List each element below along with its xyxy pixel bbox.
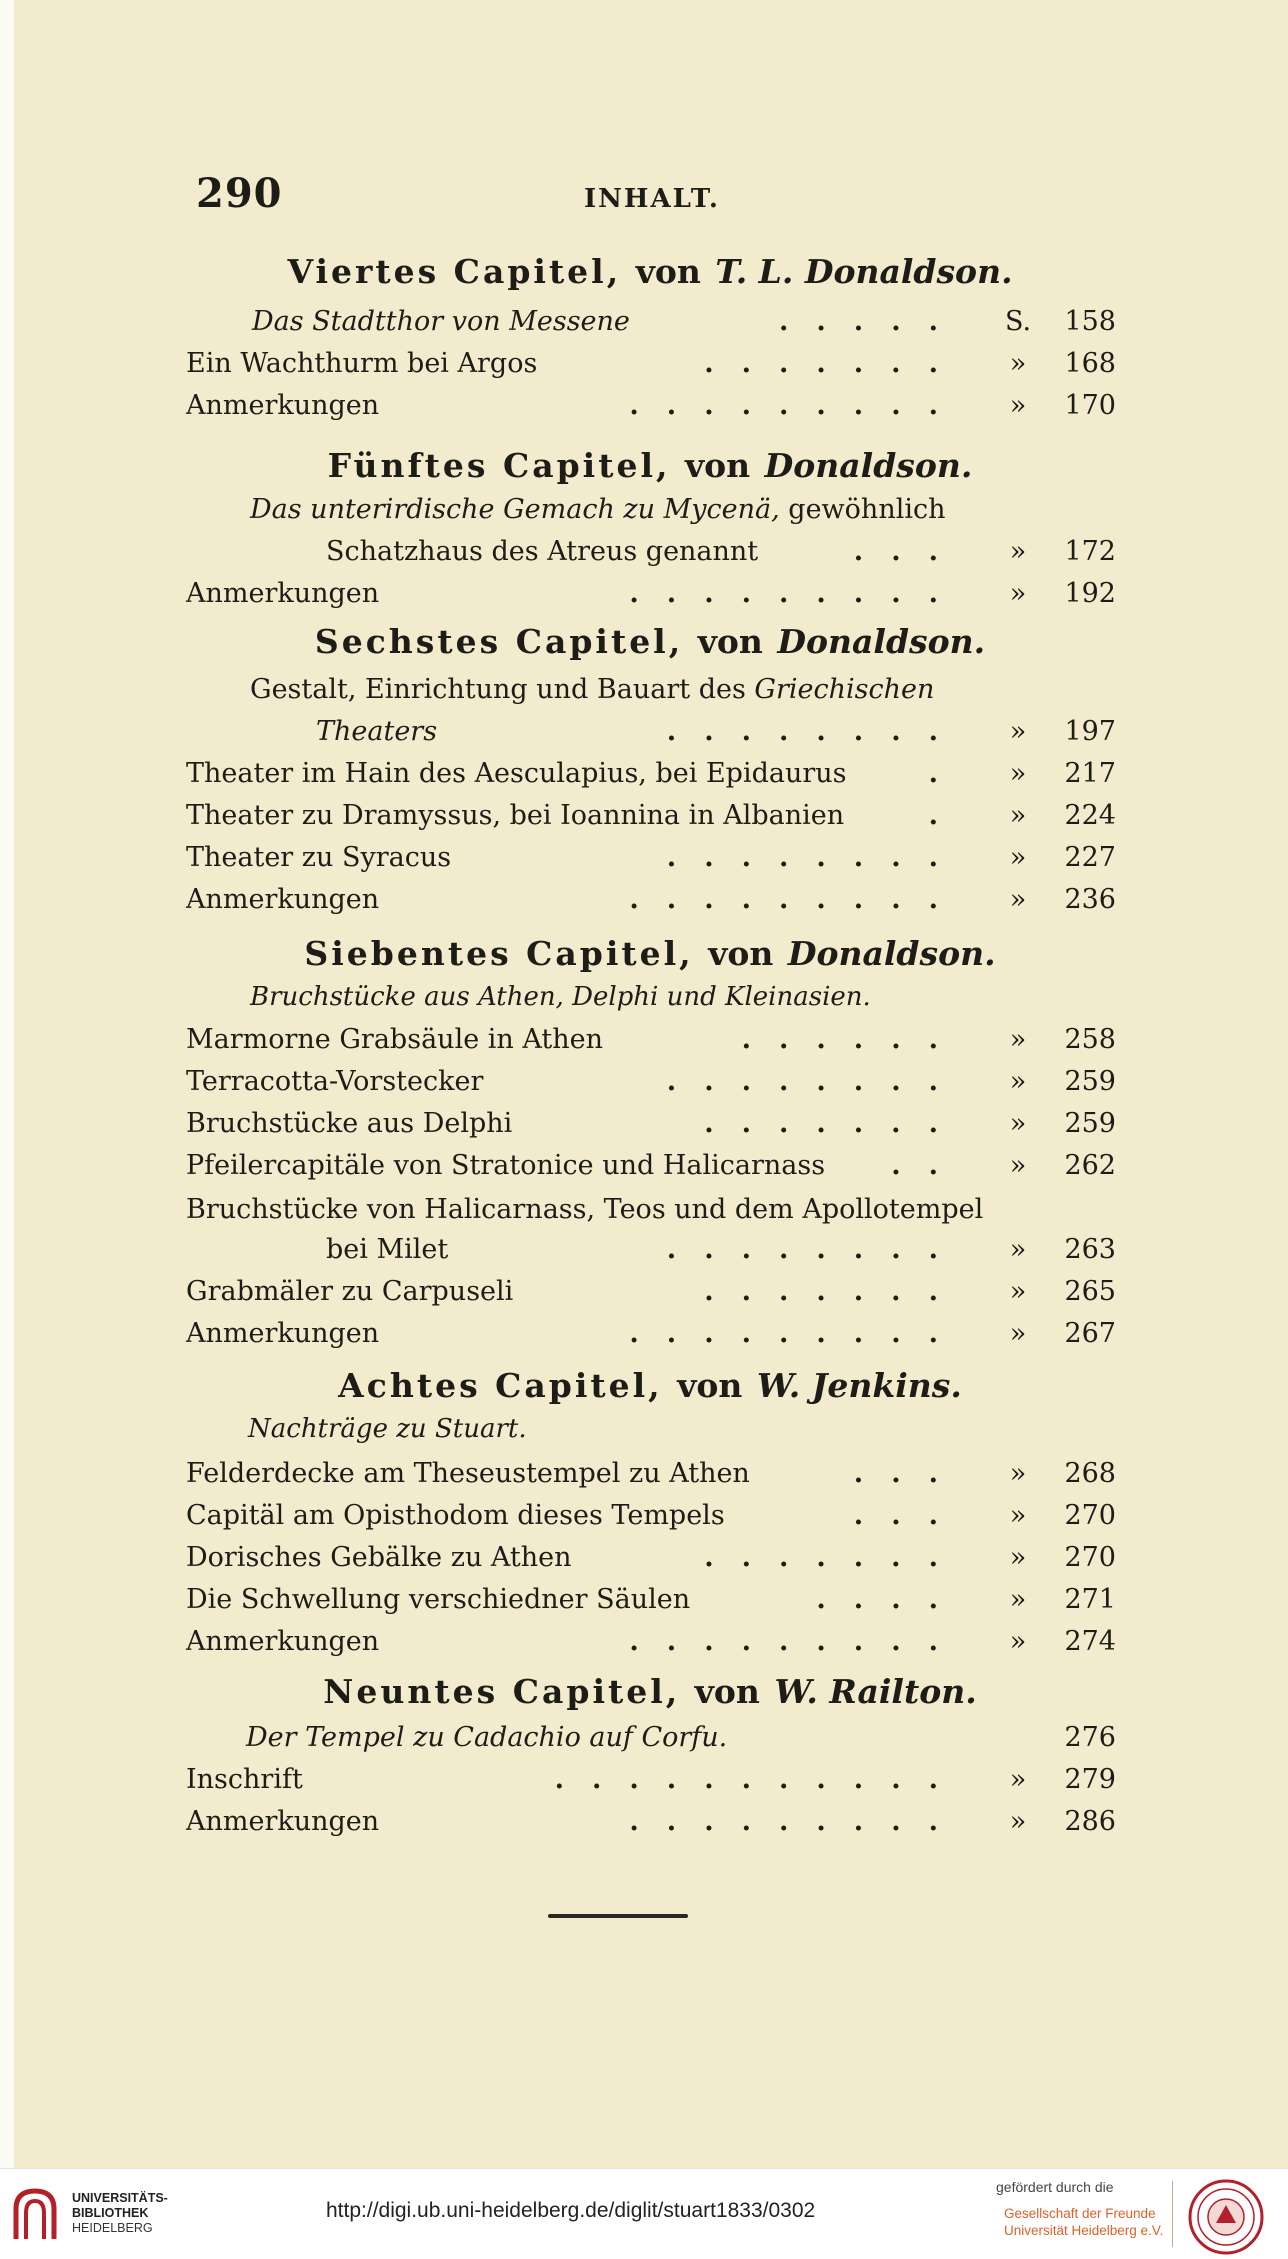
page-ref: 224 (1064, 800, 1116, 831)
leader-dots: ... (853, 1500, 966, 1531)
page-ref: 258 (1064, 1024, 1116, 1055)
toc-entry[interactable]: Anmerkungen ......... » 236 (186, 882, 1116, 918)
leader-dots: ........ (666, 1066, 966, 1097)
leader-dots: . (928, 758, 966, 789)
running-title: INHALT. (584, 184, 720, 214)
leader-dots: ... (853, 1458, 966, 1489)
footer-bar (0, 2168, 1288, 2259)
page-number: 290 (196, 170, 283, 217)
toc-entry[interactable]: Anmerkungen ......... » 192 (186, 576, 1116, 612)
chapter-heading: Achtes Capitel, von W. Jenkins. (338, 1366, 962, 1405)
page-ref: 263 (1064, 1234, 1116, 1265)
chapter-heading: Sechstes Capitel, von Donaldson. (314, 622, 986, 661)
library-logo-icon (10, 2185, 60, 2245)
page-ref: 259 (1064, 1066, 1116, 1097)
leader-dots: .... (816, 1584, 966, 1615)
page-ref: 168 (1064, 348, 1116, 379)
toc-entry[interactable]: Ein Wachthurm bei Argos ....... » 168 (186, 346, 1116, 382)
toc-entry[interactable]: Theater im Hain des Aesculapius, bei Epidaurus . » 217 (186, 756, 1116, 792)
toc-entry[interactable]: Anmerkungen ......... » 267 (186, 1316, 1116, 1352)
leader-dots: ......... (629, 390, 966, 421)
page-ref: 286 (1064, 1806, 1116, 1837)
leader-dots: ........ (666, 842, 966, 873)
leader-dots: ........ (666, 1234, 966, 1265)
leader-dots: . (928, 800, 966, 831)
leader-dots: ........... (554, 1764, 966, 1795)
chapter-heading: Neuntes Capitel, von W. Railton. (323, 1672, 977, 1711)
page-ref: 267 (1064, 1318, 1116, 1349)
toc-entry[interactable]: Schatzhaus des Atreus genannt ... » 172 (186, 534, 1116, 570)
chapter-heading: Viertes Capitel, von T. L. Donaldson. (287, 252, 1013, 291)
leader-dots: ....... (704, 348, 966, 379)
toc-entry[interactable]: Die Schwellung verschiedner Säulen .... » 271 (186, 1582, 1116, 1618)
page-ref: 265 (1064, 1276, 1116, 1307)
page-ref: 270 (1064, 1500, 1116, 1531)
chapter-subtitle: Nachträge zu Stuart. (248, 1414, 527, 1444)
toc-entry[interactable]: Felderdecke am Theseustempel zu Athen ... » 268 (186, 1456, 1116, 1492)
library-name: UNIVERSITÄTS- BIBLIOTHEK HEIDELBERG (72, 2191, 168, 2235)
leader-dots: .. (891, 1150, 966, 1181)
toc-entry[interactable]: Theater zu Dramyssus, bei Ioannina in Albanien . » 224 (186, 798, 1116, 834)
toc-entry[interactable]: Terracotta-Vorstecker ........ » 259 (186, 1064, 1116, 1100)
page-ref: 259 (1064, 1108, 1116, 1139)
leader-dots: ......... (629, 1318, 966, 1349)
page-ref: 274 (1064, 1626, 1116, 1657)
page-ref: 197 (1064, 716, 1116, 747)
page-ref: 279 (1064, 1764, 1116, 1795)
toc-entry[interactable]: Bruchstücke aus Delphi ....... » 259 (186, 1106, 1116, 1142)
chapter-heading: Siebentes Capitel, von Donaldson. (304, 934, 996, 973)
toc-entry[interactable]: Anmerkungen ......... » 286 (186, 1804, 1116, 1840)
divider (1172, 2181, 1173, 2247)
permalink-url[interactable]: http://digi.ub.uni-heidelberg.de/diglit/stuart1833/0302 (326, 2199, 816, 2222)
leader-dots: ......... (629, 1626, 966, 1657)
page-ref: 227 (1064, 842, 1116, 873)
leader-dots: ....... (704, 1542, 966, 1573)
university-seal-icon (1186, 2177, 1266, 2257)
toc-entry[interactable]: Grabmäler zu Carpuseli ....... » 265 (186, 1274, 1116, 1310)
toc-entry[interactable]: Pfeilercapitäle von Stratonice und Halicarnass .. » 262 (186, 1148, 1116, 1184)
toc-entry[interactable]: Dorisches Gebälke zu Athen ....... » 270 (186, 1540, 1116, 1576)
toc-entry[interactable]: Anmerkungen ......... » 170 (186, 388, 1116, 424)
end-rule (548, 1914, 688, 1918)
toc-entry-line: Bruchstücke von Halicarnass, Teos und dem Apollotempel (186, 1194, 984, 1225)
leader-dots: ..... (779, 306, 966, 337)
page-ref: 170 (1064, 390, 1116, 421)
page-ref: 262 (1064, 1150, 1116, 1181)
toc-entry[interactable]: Anmerkungen ......... » 274 (186, 1624, 1116, 1660)
page-ref: 268 (1064, 1458, 1116, 1489)
page-ref: 270 (1064, 1542, 1116, 1573)
society-name[interactable]: Gesellschaft der Freunde Universität Heidelberg e.V. (1004, 2206, 1164, 2238)
page-ref: 236 (1064, 884, 1116, 915)
page-ref: 158 (1064, 306, 1116, 337)
toc-entry[interactable]: Capitäl am Opisthodom dieses Tempels ... » 270 (186, 1498, 1116, 1534)
leader-dots: ........ (666, 716, 966, 747)
leader-dots: ...... (741, 1024, 966, 1055)
chapter-heading: Fünftes Capitel, von Donaldson. (327, 446, 973, 485)
toc-entry-line: Das unterirdische Gemach zu Mycenä, gewöhnlich (250, 494, 946, 525)
page-ref: 271 (1064, 1584, 1116, 1615)
toc-entry[interactable]: Der Tempel zu Cadachio auf Corfu. 276 (186, 1720, 1116, 1756)
page-ref: 172 (1064, 536, 1116, 567)
leader-dots: ......... (629, 884, 966, 915)
leader-dots: ......... (629, 1806, 966, 1837)
leader-dots: ....... (704, 1276, 966, 1307)
toc-entry[interactable]: Theaters ........ » 197 (186, 714, 1116, 750)
toc-entry[interactable]: Marmorne Grabsäule in Athen ...... » 258 (186, 1022, 1116, 1058)
toc-entry[interactable]: bei Milet ........ » 263 (186, 1232, 1116, 1268)
chapter-subtitle: Bruchstücke aus Athen, Delphi und Kleinasien. (250, 982, 871, 1012)
toc-entry[interactable]: Das Stadtthor von Messene ..... S. 158 (186, 304, 1116, 340)
leader-dots: ....... (704, 1108, 966, 1139)
page-ref: 276 (1064, 1722, 1116, 1753)
funded-by-label: gefördert durch die (996, 2179, 1114, 2195)
page-ref: 217 (1064, 758, 1116, 789)
leader-dots: ......... (629, 578, 966, 609)
toc-entry-line: Gestalt, Einrichtung und Bauart des Griechischen (250, 674, 935, 705)
toc-entry[interactable]: Inschrift ........... » 279 (186, 1762, 1116, 1798)
toc-entry[interactable]: Theater zu Syracus ........ » 227 (186, 840, 1116, 876)
leader-dots: ... (853, 536, 966, 567)
page-ref: 192 (1064, 578, 1116, 609)
